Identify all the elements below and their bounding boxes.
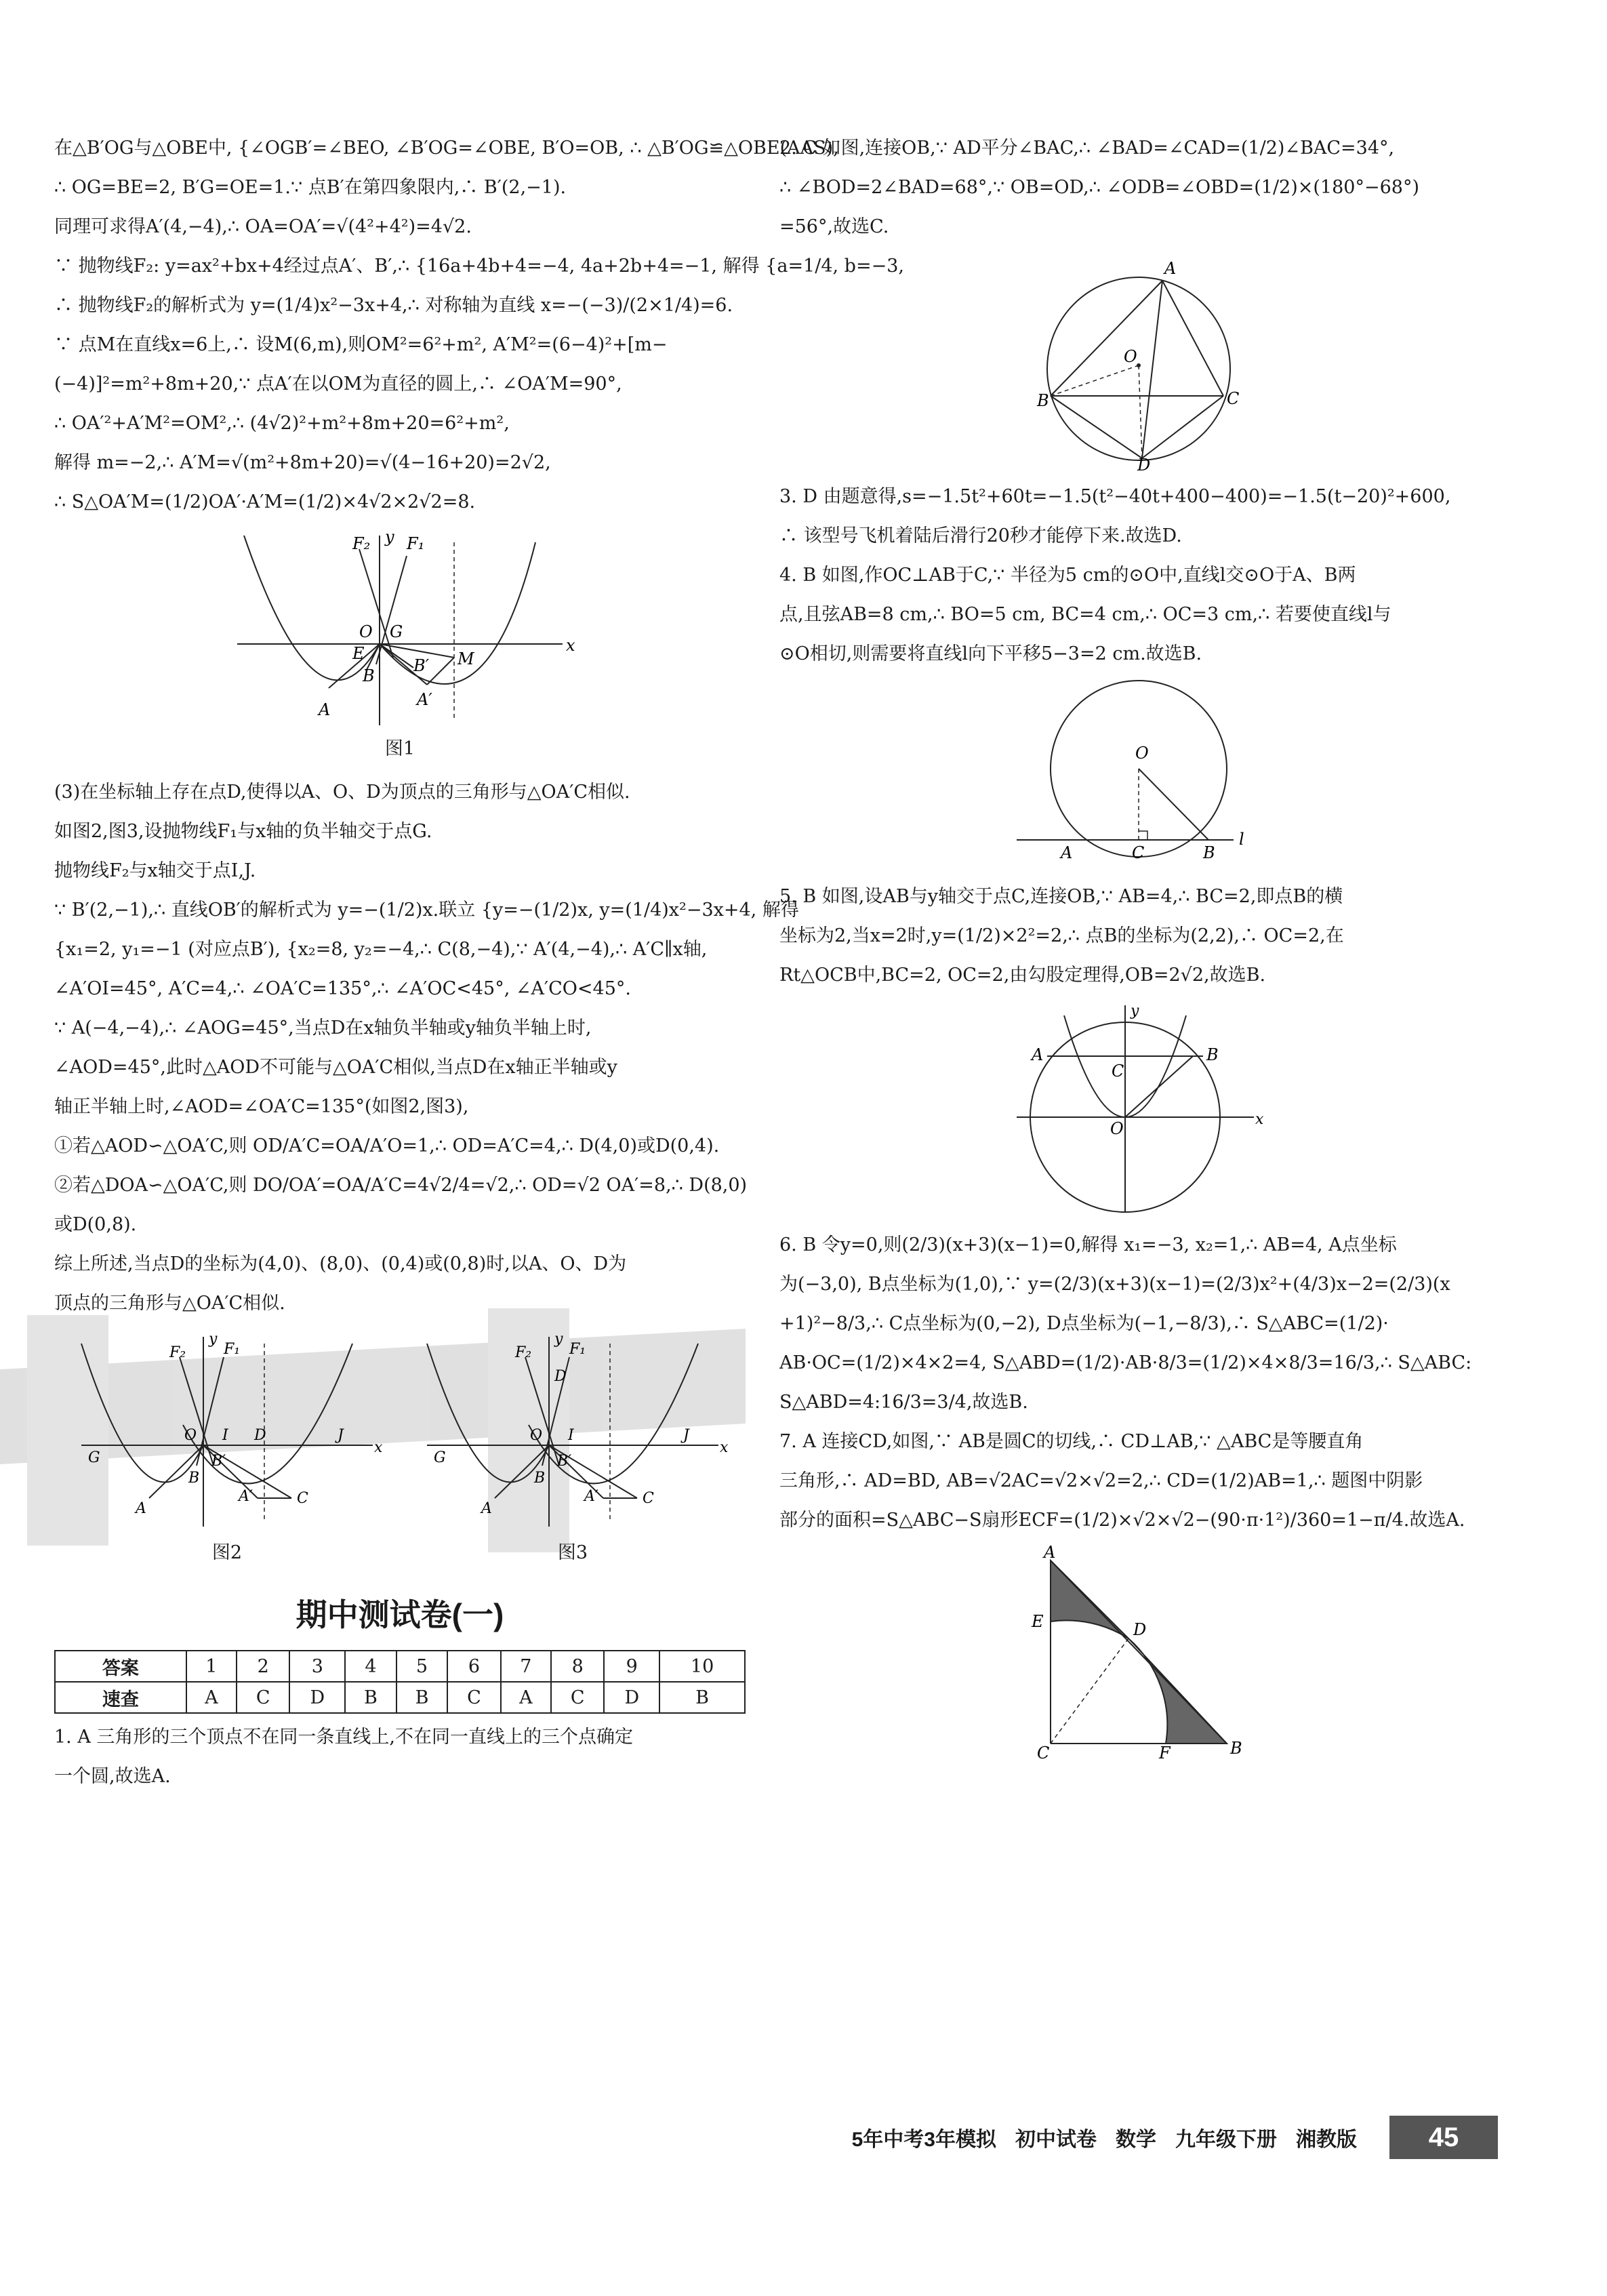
text-line: 7. A 连接CD,如图,∵ AB是圆C的切线,∴ CD⊥AB,∵ △ABC是等腰直角 [779,1431,1364,1452]
label-F1: F₁ [224,1341,241,1358]
label-G: G [88,1449,100,1466]
figure-q4 [1017,681,1261,870]
text-line: {x₁=2, y₁=−1 (对应点B′), {x₂=8, y₂=−4,∴ C(8,−4),∵ A′(4,−4),∴ A′C∥x轴, [54,939,708,960]
label-C: C [1227,389,1240,408]
label-D: D [1133,1620,1147,1639]
table-cell-answer: D [604,1682,659,1713]
text-line: 综上所述,当点D的坐标为(4,0)、(8,0)、(0,4)或(0,8)时,以A、O、D为 [54,1253,627,1274]
label-B: B [1037,391,1049,410]
label-y: y [385,527,394,546]
table-cell-number: 3 [289,1651,345,1682]
label-F: F [1159,1744,1171,1763]
question-1 [54,1718,746,1796]
label-B-prime: B′ [211,1453,226,1470]
figure-q7-triangle [1023,1543,1254,1764]
text-line: ∵ B′(2,−1),∴ 直线OB′的解析式为 y=−(1/2)x.联立 {y=−(1/2)x, y=(1/4)x²−3x+4, 解得 [54,900,799,921]
text-line: 抛物线F₂与x轴交于点I,J. [54,860,256,881]
label-O: O [359,622,373,641]
figure-3-caption: 图3 [557,1542,588,1563]
table-cell-answer: B [396,1682,448,1713]
figure-3-graph [413,1330,732,1533]
answer-table [54,1650,746,1714]
label-B: B [188,1470,200,1487]
figure-q5 [1010,1002,1267,1219]
label-E: E [1032,1612,1044,1631]
label-A: A [1164,259,1177,278]
text-line: ∴ S△OA′M=(1/2)OA′·A′M=(1/2)×4√2×2√2=8. [54,491,476,512]
text-line: ∵ A(−4,−4),∴ ∠AOG=45°,当点D在x轴负半轴或y轴负半轴上时, [54,1018,592,1039]
table-cell-answer: B [659,1682,745,1713]
text-line: ∴ ∠BOD=2∠BAD=68°,∵ OB=OD,∴ ∠ODB=∠OBD=(1/2)×(180°−68°) [779,177,1419,198]
text-line: 顶点的三角形与△OA′C相似. [54,1293,285,1314]
footer-grade: 九年级下册 [1175,2129,1277,2151]
label-B: B [1230,1739,1242,1758]
label-B: B [1206,1045,1219,1064]
label-G: G [390,622,403,641]
text-line: ∠AOD=45°,此时△AOD不可能与△OA′C相似,当点D在x轴正半轴或y [54,1057,617,1078]
text-line: 6. B 令y=0,则(2/3)(x+3)(x−1)=0,解得 x₁=−3, x₂=1,∴ AB=4, A点坐标 [779,1234,1397,1255]
label-F1: F₁ [569,1341,586,1358]
table-cell-answer: B [345,1682,396,1713]
label-C: C [1112,1062,1124,1081]
table-cell-number: 10 [659,1651,745,1682]
table-cell-answer: C [237,1682,289,1713]
table-cell-answer: C [551,1682,604,1713]
label-D: D [554,1368,567,1385]
label-C: C [643,1490,654,1507]
question-4 [779,556,1498,674]
question-2 [779,129,1498,247]
solution-part3 [54,773,799,1323]
text-line: 一个圆,故选A. [54,1766,171,1787]
label-B: B [363,666,375,685]
answer-table-row-numbers [55,1651,745,1682]
figure-2 [68,1330,386,1570]
label-F2: F₂ [169,1344,186,1361]
table-cell-number: 2 [237,1651,289,1682]
label-F2: F₂ [352,534,371,553]
table-cell-answer: A [501,1682,551,1713]
text-line: 2. C 如图,连接OB,∵ AD平分∠BAC,∴ ∠BAD=∠CAD=(1/2)∠BAC=34°, [779,138,1395,159]
text-line: 坐标为2,当x=2时,y=(1/2)×2²=2,∴ 点B的坐标为(2,2),∴ OC=2,在 [779,925,1344,946]
text-line: 点,且弦AB=8 cm,∴ BO=5 cm, BC=4 cm,∴ OC=3 cm,∴ 若要使直线l与 [779,604,1391,625]
text-line: ∵ 抛物线F₂: y=ax²+bx+4经过点A′、B′,∴ {16a+4b+4=−4, 4a+2b+4=−1, 解得 {a=1/4, b=−3, [54,256,904,277]
figure-1 [224,529,576,766]
text-line: S△ABD=4:16/3=3/4,故选B. [779,1392,1028,1413]
text-line: 3. D 由题意得,s=−1.5t²+60t=−1.5(t²−40t+400−400)=−1.5(t−20)²+600, [779,486,1451,507]
text-line: ∴ OA′²+A′M²=OM²,∴ (4√2)²+m²+8m+20=6²+m², [54,413,510,434]
label-I: I [568,1427,574,1444]
label-J: J [338,1427,344,1444]
label-B-prime: B′ [557,1453,572,1470]
text-line: 三角形,∴ AD=BD, AB=√2AC=√2×√2=2,∴ CD=(1/2)AB=1,∴ 题图中阴影 [779,1470,1423,1491]
text-line: 如图2,图3,设抛物线F₁与x轴的负半轴交于点G. [54,821,432,842]
text-line: 4. B 如图,作OC⊥AB于C,∵ 半径为5 cm的⊙O中,直线l交⊙O于A、B两 [779,565,1356,586]
text-line: =56°,故选C. [779,216,889,237]
label-M: M [457,649,474,668]
figure-q5-circle [1010,1002,1267,1219]
label-y: y [209,1331,218,1348]
text-line: 5. B 如图,设AB与y轴交于点C,连接OB,∵ AB=4,∴ BC=2,即点B的横 [779,886,1343,907]
table-cell-number: 8 [551,1651,604,1682]
label-C: C [297,1490,308,1507]
question-7 [779,1422,1498,1540]
right-column [779,129,1498,1771]
text-line: ∴ 抛物线F₂的解析式为 y=(1/4)x²−3x+4,∴ 对称轴为直线 x=−(−3)/(2×1/4)=6. [54,295,733,316]
label-O: O [1110,1119,1124,1138]
label-x: x [566,636,575,655]
label-C: C [1132,843,1145,862]
label-A-prime: A′ [584,1488,598,1505]
question-3 [779,477,1498,556]
table-cell-number: 5 [396,1651,448,1682]
table-cell-number: 9 [604,1651,659,1682]
text-line: 1. A 三角形的三个顶点不在同一条直线上,不在同一直线上的三个点确定 [54,1727,634,1748]
label-x: x [1255,1111,1264,1128]
table-header-answer: 答案 [55,1651,186,1682]
table-header-check: 速查 [55,1682,186,1713]
label-C: C [1037,1744,1050,1763]
text-line: ∴ 该型号飞机着陆后滑行20秒才能停下来.故选D. [779,525,1182,546]
label-E: E [352,644,365,663]
label-G: G [434,1449,446,1466]
text-line: ⊙O相切,则需要将直线l向下平移5−3=2 cm.故选B. [779,643,1202,664]
label-y: y [554,1331,563,1348]
text-line: AB·OC=(1/2)×4×2=4, S△ABD=(1/2)·AB·8/3=(1/2)×4×8/3=16/3,∴ S△ABC: [779,1352,1472,1373]
page-footer [779,2114,1498,2161]
label-I: I [222,1427,228,1444]
question-6 [779,1226,1498,1422]
label-O: O [530,1427,543,1444]
label-A: A [1061,843,1073,862]
figure-q4-circle [1017,681,1261,870]
figure-3 [413,1330,732,1570]
label-B-prime: B′ [413,656,430,675]
text-line: ∴ OG=BE=2, B′G=OE=1.∵ 点B′在第四象限内,∴ B′(2,−1). [54,177,567,198]
label-O: O [184,1427,197,1444]
text-line: Rt△OCB中,BC=2, OC=2,由勾股定理得,OB=2√2,故选B. [779,965,1266,986]
figure-1-graph [224,529,576,732]
label-D: D [1137,456,1151,475]
figure-2-caption: 图2 [211,1542,243,1563]
table-cell-number: 6 [447,1651,500,1682]
text-line: 或D(0,8). [54,1214,137,1235]
text-line: ①若△AOD∽△OA′C,则 OD/A′C=OA/A′O=1,∴ OD=A′C=4,∴ D(4,0)或D(0,4). [54,1135,720,1156]
text-line: ∠A′OI=45°, A′C=4,∴ ∠OA′C=135°,∴ ∠A′OC<45°, ∠A′CO<45°. [54,978,631,999]
label-B: B [534,1470,546,1487]
table-cell-number: 1 [186,1651,237,1682]
text-line: +1)²−8/3,∴ C点坐标为(0,−2), D点坐标为(−1,−8/3),∴ S△ABC=(1/2)· [779,1313,1389,1334]
label-l: l [1239,830,1244,849]
label-x: x [374,1439,383,1456]
figure-q2-circle [1037,254,1240,475]
label-A: A [1044,1543,1056,1562]
figure-2-graph [68,1330,386,1533]
table-cell-number: 4 [345,1651,396,1682]
footer-type: 初中试卷 [1015,2129,1097,2151]
table-cell-answer: C [447,1682,500,1713]
label-A-prime: A′ [417,690,432,709]
label-D: D [254,1427,266,1444]
text-line: 部分的面积=S△ABC−S扇形ECF=(1/2)×√2×√2−(90·π·1²)/360=1−π/4.故选A. [779,1510,1465,1531]
label-J: J [683,1427,689,1444]
text-line: (3)在坐标轴上存在点D,使得以A、O、D为顶点的三角形与△OA′C相似. [54,782,630,803]
figure-1-caption: 图1 [384,738,415,759]
page-number: 45 [1389,2116,1498,2159]
label-A: A [1032,1045,1044,1064]
label-F1: F₁ [407,534,425,553]
figure-q2 [1037,254,1240,475]
text-line: 同理可求得A′(4,−4),∴ OA=OA′=√(4²+4²)=4√2. [54,216,472,237]
text-line: 轴正半轴上时,∠AOD=∠OA′C=135°(如图2,图3), [54,1096,469,1117]
footer-subject: 数学 [1116,2129,1156,2151]
text-line: ∵ 点M在直线x=6上,∴ 设M(6,m),则OM²=6²+m², A′M²=(6−4)²+[m− [54,334,668,355]
answer-table-row-answers [55,1682,745,1713]
label-F2: F₂ [515,1344,532,1361]
table-cell-answer: D [289,1682,345,1713]
label-A-prime: A′ [239,1488,253,1505]
table-cell-number: 7 [501,1651,551,1682]
text-line: 在△B′OG与△OBE中, {∠OGB′=∠BEO, ∠B′OG=∠OBE, B′O=OB, ∴ △B′OG≌△OBE(AAS), [54,138,839,159]
footer-edition: 湘教版 [1296,2129,1357,2151]
label-y: y [1131,1003,1139,1020]
text-line: (−4)]²=m²+8m+20,∵ 点A′在以OM为直径的圆上,∴ ∠OA′M=90°, [54,374,622,395]
label-B: B [1203,843,1215,862]
label-A: A [481,1500,492,1517]
table-cell-answer: A [186,1682,237,1713]
text-line: ②若△DOA∽△OA′C,则 DO/OA′=OA/A′C=4√2/4=√2,∴ OD=√2 OA′=8,∴ D(8,0) [54,1175,748,1196]
figure-q7 [1023,1543,1254,1764]
label-x: x [720,1439,729,1456]
question-5 [779,877,1498,995]
text-line: 为(−3,0), B点坐标为(1,0),∵ y=(2/3)(x+3)(x−1)=(2/3)x²+(4/3)x−2=(2/3)(x [779,1274,1450,1295]
footer-book: 5年中考3年模拟 [851,2129,996,2151]
figures-2-3 [54,1330,746,1570]
label-O: O [1124,347,1137,366]
label-O: O [1135,744,1149,763]
label-A: A [136,1500,146,1517]
section-title: 期中测试卷(一) [296,1597,504,1632]
text-line: 解得 m=−2,∴ A′M=√(m²+8m+20)=√(4−16+20)=2√2, [54,452,551,473]
label-A: A [319,700,331,719]
